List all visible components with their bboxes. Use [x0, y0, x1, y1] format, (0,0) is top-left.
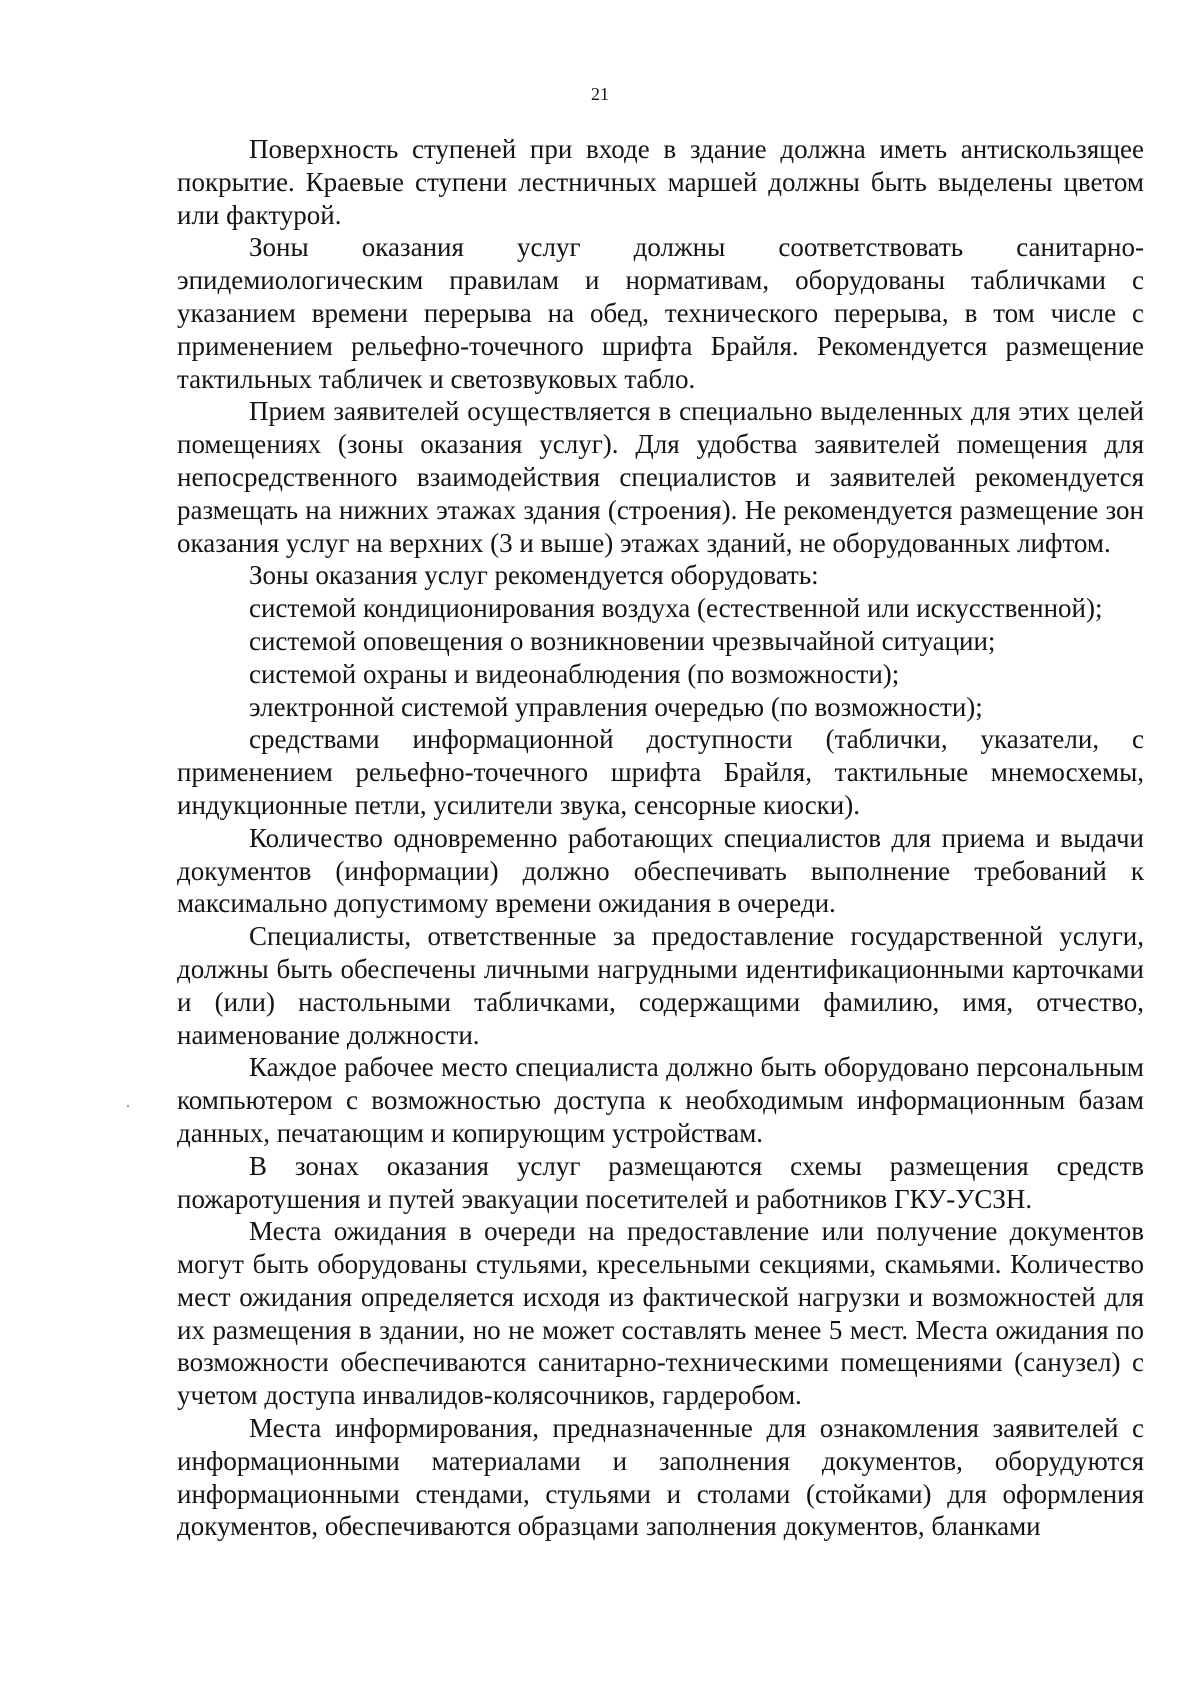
paragraph-equipment-intro: Зоны оказания услуг рекомендуется оборудовать: [249, 560, 819, 591]
paragraph-specialists-count: Количество одновременно работающих специалистов для приема и выдачи документов (информации) должно обеспечивать выполнение требований к максимально допустимому времени ожидания в очереди. [177, 822, 1144, 919]
paragraph-evacuation-schemes: В зонах оказания услуг размещаются схемы размещения средств пожаротушения и путей эвакуации посетителей и работников ГКУ-УСЗН. [177, 1150, 1144, 1214]
list-item-emergency-alert: системой оповещения о возникновении чрезвычайной ситуации; [249, 625, 996, 656]
list-item-security-video: системой охраны и видеонаблюдения (по возможности); [249, 658, 900, 689]
list-item-queue-system: электронной системой управления очередью (по возможности); [249, 691, 983, 722]
list-item-accessibility-means: средствами информационной доступности (таблички, указатели, с применением рельефно-точечного шрифта Брайля, тактильные мнемосхемы, индукционные петли, усилители звука, сенсорные киоски). [177, 724, 1144, 820]
scan-speck [127, 1105, 129, 1107]
paragraph-service-zones-requirements: Зоны оказания услуг должны соответствовать санитарно-эпидемиологическим правилам и нормативам, оборудованы табличками с указанием времени перерыва на обед, технического перерыва, в том числе с применением рельефно-точечного шрифта Брайля. Рекомендуется размещение тактильных табличек и светозвуковых табло. [177, 232, 1144, 394]
paragraph-reception-premises: Прием заявителей осуществляется в специально выделенных для этих целей помещениях (зоны оказания услуг). Для удобства заявителей помещения для непосредственного взаимодействия специалистов и заявителей рекомендуется размещать на нижних этажах здания (строения). Не рекомендуется размещение зон оказания услуг на верхних (3 и выше) этажах зданий, не оборудованных лифтом. [177, 396, 1144, 558]
paragraph-workplace-equipment: Каждое рабочее место специалиста должно быть оборудовано персональным компьютером с возможностью доступа к необходимым информационным базам данных, печатающим и копирующим устройствам. [177, 1052, 1144, 1148]
page-number: 21 [591, 84, 609, 104]
document-body [177, 133, 1144, 1543]
list-item-air-conditioning: системой кондиционирования воздуха (естественной или искусственной); [249, 593, 1103, 624]
paragraph-waiting-areas: Места ожидания в очереди на предоставление или получение документов могут быть оборудованы стульями, кресельными секциями, скамьями. Количество мест ожидания определяется исходя из фактической нагрузки и возможностей для их размещения в здании, но не может составлять менее 5 мест. Места ожидания по возможности обеспечиваются санитарно-техническими помещениями (санузел) с учетом доступа инвалидов-колясочников, гардеробом. [177, 1216, 1144, 1411]
paragraph-entrance-steps: Поверхность ступеней при входе в здание должна иметь антискользящее покрытие. Краевые ступени лестничных маршей должны быть выделены цветом или фактурой. [177, 134, 1144, 230]
paragraph-information-areas: Места информирования, предназначенные для ознакомления заявителей с информационными материалами и заполнения документов, оборудуются информационными стендами, стульями и столами (стойками) для оформления документов, обеспечиваются образцами заполнения документов, бланками [177, 1413, 1144, 1542]
paragraph-identification-cards: Специалисты, ответственные за предоставление государственной услуги, должны быть обеспечены личными нагрудными идентификационными карточками и (или) настольными табличками, содержащими фамилию, имя, отчество, наименование должности. [177, 921, 1144, 1050]
